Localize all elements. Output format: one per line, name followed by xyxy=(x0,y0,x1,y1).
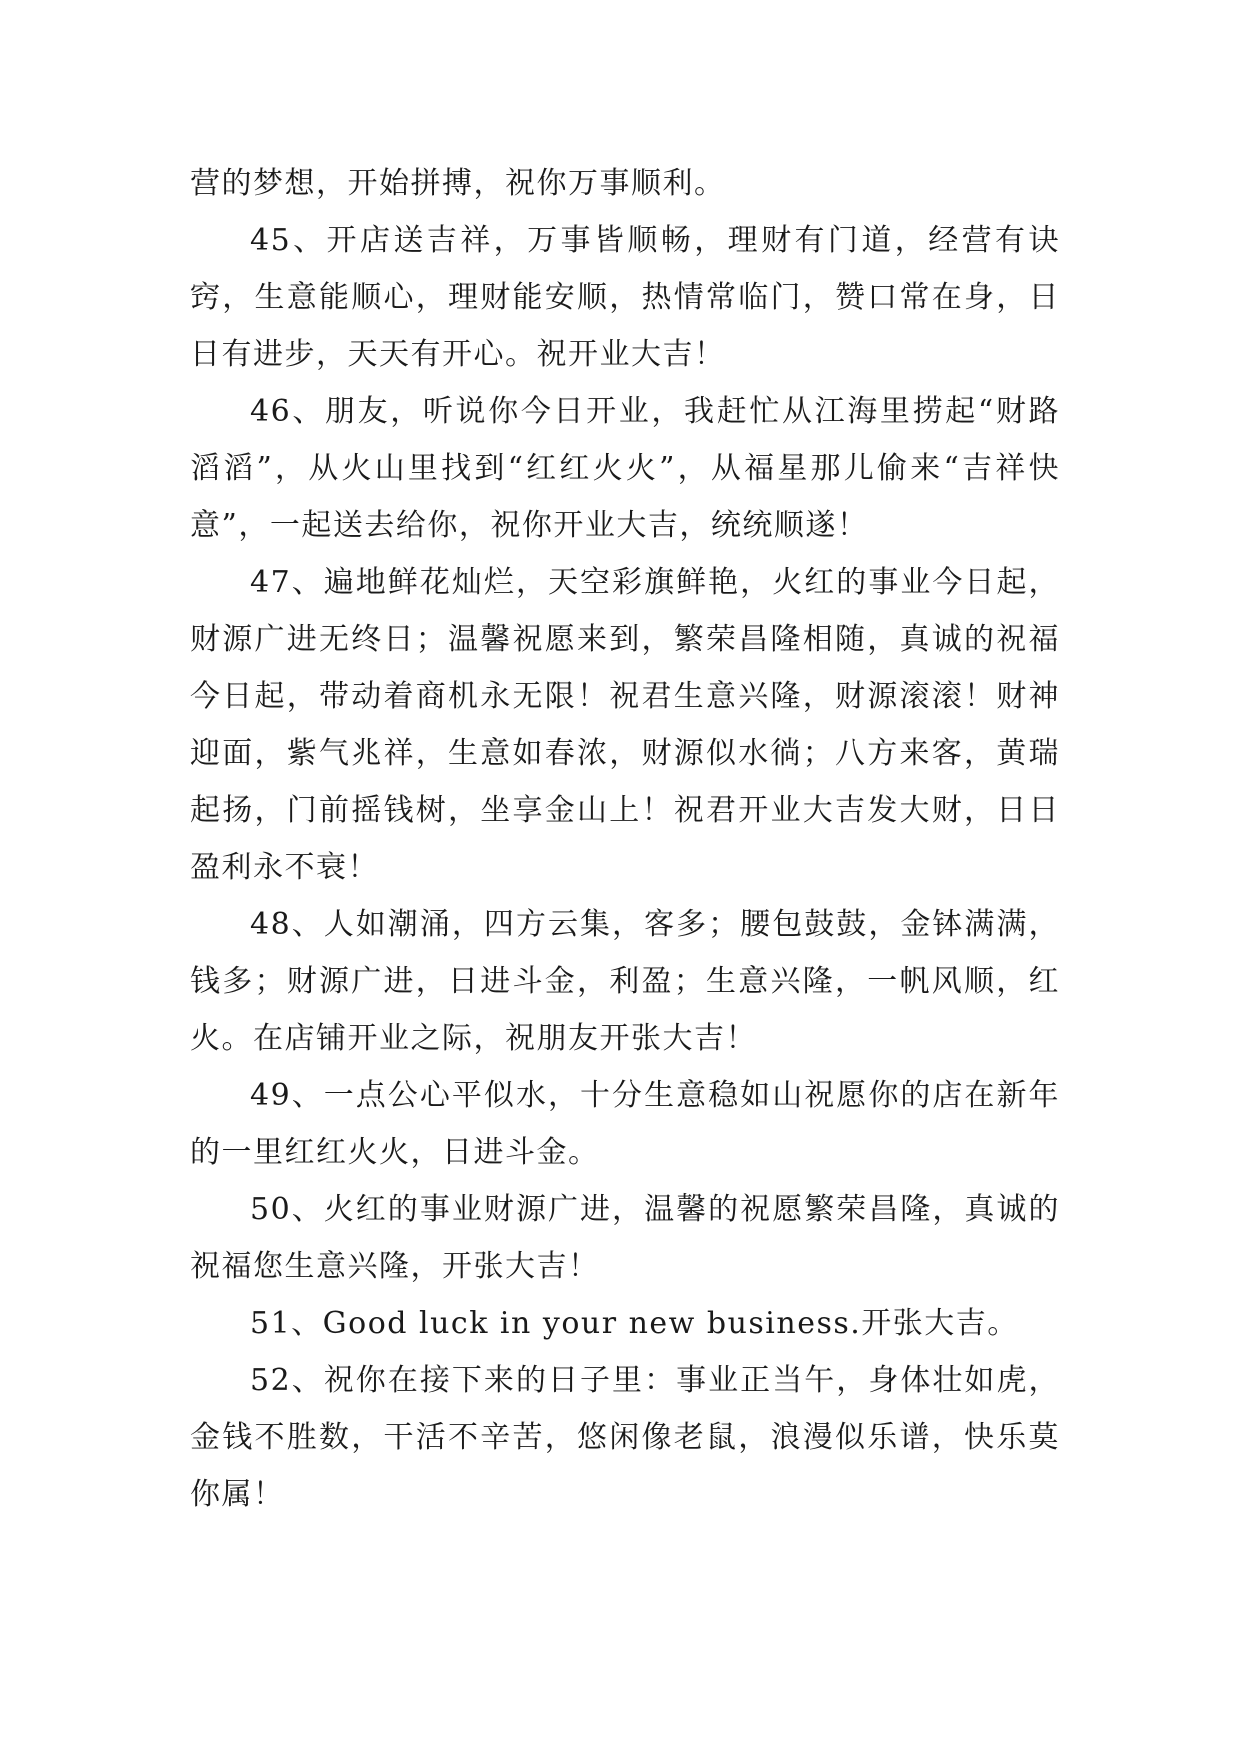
paragraph-item-51: 51、Good luck in your new business.开张大吉。 xyxy=(250,1306,1019,1341)
paragraph-item-49: 49、一点公心平似水，十分生意稳如山祝愿你的店在新年的一里红红火火，日进斗金。 xyxy=(190,1078,1060,1170)
paragraph-item-50: 50、火红的事业财源广进，温馨的祝愿繁荣昌隆，真诚的祝福您生意兴隆，开张大吉！ xyxy=(190,1192,1060,1284)
document-page xyxy=(190,155,1060,1523)
paragraph-item-47: 47、遍地鲜花灿烂，天空彩旗鲜艳，火红的事业今日起，财源广进无终日；温馨祝愿来到，繁荣昌隆相随，真诚的祝福今日起，带动着商机永无限！祝君生意兴隆，财源滚滚！财神迎面，紫气兆祥，生意如春浓，财源似水徜；八方来客，黄瑞起扬，门前摇钱树，坐享金山上！祝君开业大吉发大财，日日盈利永不衰！ xyxy=(190,565,1060,885)
paragraph-item-45: 45、开店送吉祥，万事皆顺畅，理财有门道，经营有诀窍，生意能顺心，理财能安顺，热情常临门，赞口常在身，日日有进步，天天有开心。祝开业大吉！ xyxy=(190,223,1060,372)
paragraph-item-52: 52、祝你在接下来的日子里：事业正当午，身体壮如虎，金钱不胜数，干活不辛苦，悠闲像老鼠，浪漫似乐谱，快乐莫你属！ xyxy=(190,1363,1060,1512)
paragraph-item-46: 46、朋友，听说你今日开业，我赶忙从江海里捞起“财路滔滔”，从火山里找到“红红火火”，从福星那儿偷来“吉祥快意”，一起送去给你，祝你开业大吉，统统顺遂！ xyxy=(190,394,1060,543)
paragraph-item-48: 48、人如潮涌，四方云集，客多；腰包鼓鼓，金钵满满，钱多；财源广进，日进斗金，利盈；生意兴隆，一帆风顺，红火。在店铺开业之际，祝朋友开张大吉！ xyxy=(190,907,1060,1056)
paragraph-continuation: 营的梦想，开始拼搏，祝你万事顺利。 xyxy=(190,166,726,201)
